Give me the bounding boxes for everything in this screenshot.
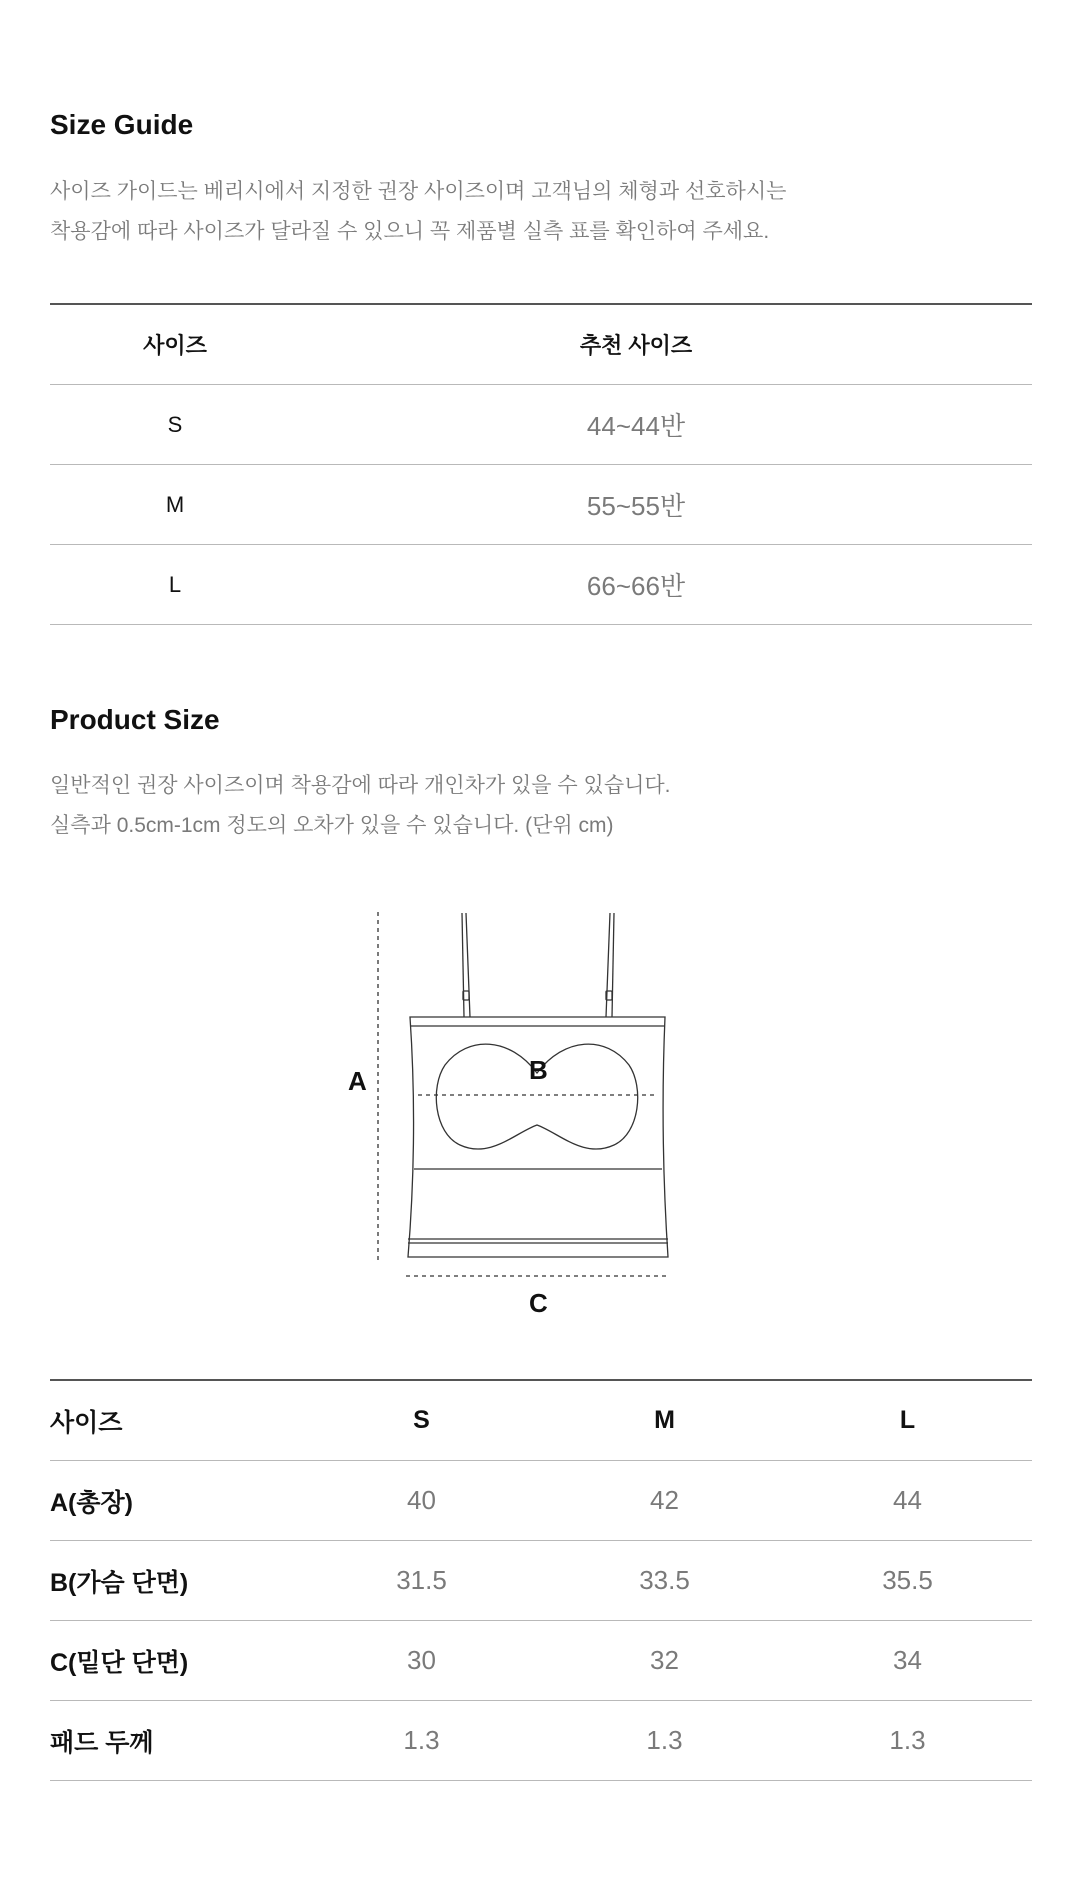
left-strap-inner — [466, 913, 470, 1017]
product-size-desc-line: 일반적인 권장 사이즈이며 착용감에 따라 개인차가 있을 수 있습니다. — [50, 774, 671, 797]
table-row — [50, 545, 1032, 625]
value-cell: 44 — [893, 1485, 922, 1515]
value-cell: 35.5 — [882, 1565, 933, 1595]
header-size: 사이즈 — [50, 1408, 123, 1437]
size-cell: S — [167, 411, 183, 437]
product-size-title: Product Size — [50, 704, 220, 735]
row-label: A(총장) — [50, 1488, 134, 1517]
value-cell: 30 — [407, 1645, 436, 1675]
garment-diagram — [330, 905, 690, 1325]
label-c: C — [529, 1288, 548, 1318]
product-size-description — [50, 766, 671, 846]
table-header-row — [50, 1381, 1032, 1461]
size-guide-desc-line: 착용감에 따라 사이즈가 달라질 수 있으니 꼭 제품별 실측 표를 확인하여 주세요. — [50, 220, 770, 243]
header-s: S — [413, 1406, 430, 1434]
size-cell: M — [165, 491, 185, 517]
left-strap — [462, 913, 464, 1017]
label-a: A — [348, 1066, 367, 1096]
header-recommended-size: 추천 사이즈 — [579, 333, 693, 358]
value-cell: 42 — [650, 1485, 679, 1515]
table-row — [50, 1701, 1032, 1781]
value-cell: 1.3 — [403, 1725, 440, 1755]
size-guide-table — [50, 303, 1032, 625]
header-l: L — [899, 1406, 916, 1434]
right-strap-inner — [612, 913, 614, 1017]
value-cell: 31.5 — [396, 1565, 447, 1595]
value-cell: 34 — [893, 1645, 922, 1675]
table-row — [50, 465, 1032, 545]
table-row — [50, 1541, 1032, 1621]
value-cell: 32 — [650, 1645, 679, 1675]
garment-body — [408, 1017, 668, 1257]
table-row — [50, 1621, 1032, 1701]
recommended-cell: 55~55반 — [586, 491, 686, 521]
header-m: M — [654, 1406, 675, 1434]
size-cell: L — [168, 571, 182, 597]
header-size: 사이즈 — [143, 333, 207, 358]
value-cell: 33.5 — [639, 1565, 690, 1595]
value-cell: 1.3 — [889, 1725, 926, 1755]
row-label: 패드 두께 — [50, 1728, 154, 1757]
value-cell: 40 — [407, 1485, 436, 1515]
recommended-cell: 44~44반 — [586, 411, 686, 441]
size-guide-description — [50, 172, 786, 252]
product-size-desc-line: 실측과 0.5cm-1cm 정도의 오차가 있을 수 있습니다. (단위 cm) — [50, 814, 614, 837]
label-b: B — [529, 1055, 548, 1085]
table-row — [50, 385, 1032, 465]
camisole-illustration — [330, 905, 690, 1325]
recommended-cell: 66~66반 — [586, 571, 686, 601]
table-row — [50, 1461, 1032, 1541]
table-header-row — [50, 305, 1032, 385]
row-label: B(가슴 단면) — [50, 1568, 189, 1597]
value-cell: 1.3 — [646, 1725, 683, 1755]
row-label: C(밑단 단면) — [50, 1648, 189, 1677]
right-strap — [606, 913, 610, 1017]
size-guide-title: Size Guide — [50, 109, 194, 140]
size-guide-desc-line: 사이즈 가이드는 베리시에서 지정한 권장 사이즈이며 고객님의 체형과 선호하시는 — [50, 180, 787, 203]
product-size-table — [50, 1379, 1032, 1781]
